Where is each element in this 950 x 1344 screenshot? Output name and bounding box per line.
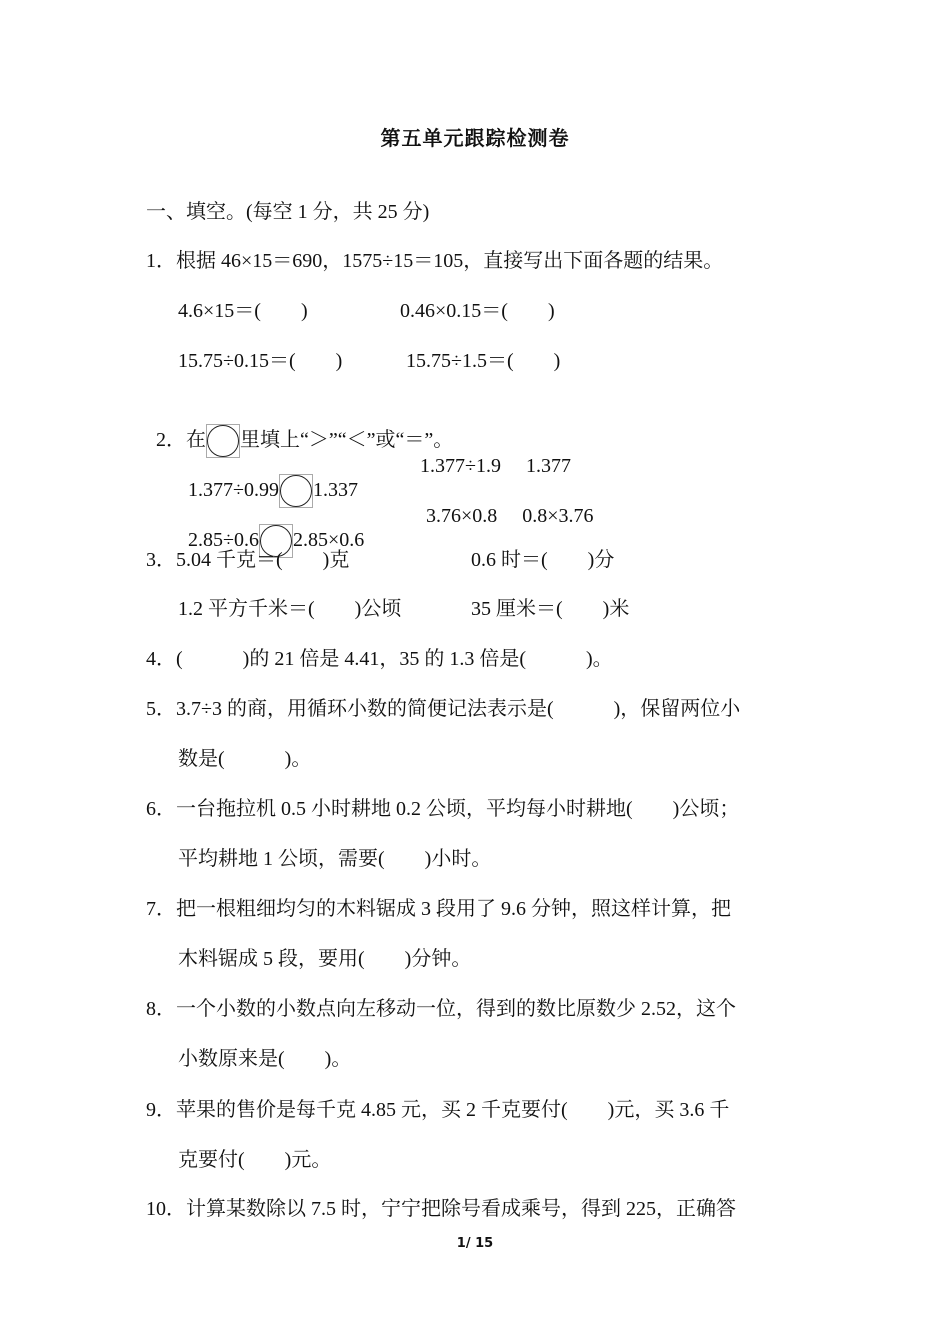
page-number: 1/ 15 <box>456 1236 494 1251</box>
question-9-line-1: 9．苹果的售价是每千克 4.85 元，买 2 千克要付( )元，买 3.6 千 <box>146 1099 730 1121</box>
section-heading: 一、填空。(每空 1 分，共 25 分) <box>146 201 430 223</box>
question-7-line-1: 7．把一根粗细均匀的木料锯成 3 段用了 9.6 分钟，照这样计算，把 <box>146 898 731 920</box>
question-3-item-b: 0.6 时＝( )分 <box>471 549 615 571</box>
question-6-line-2: 平均耕地 1 公顷，需要( )小时。 <box>178 848 492 870</box>
question-2-a-left: 1.377÷0.99 <box>188 479 279 501</box>
question-2-c-left: 2.85÷0.6 <box>188 529 259 551</box>
question-1-item-d: 15.75÷1.5＝( ) <box>406 350 561 372</box>
question-6-line-1: 6．一台拖拉机 0.5 小时耕地 0.2 公顷，平均每小时耕地( )公顷； <box>146 798 740 820</box>
question-2-item-b: 1.377÷1.9 1.377 <box>420 455 571 477</box>
question-8-line-2: 小数原来是( )。 <box>178 1048 352 1070</box>
question-1-item-b: 0.46×0.15＝( ) <box>400 300 555 322</box>
question-3-item-a: 3．5.04 千克＝( )克 <box>146 549 350 571</box>
question-2-prefix: 2．在 <box>156 429 206 451</box>
question-2-stem <box>146 404 453 452</box>
page-title: 第五单元跟踪检测卷 <box>380 126 570 150</box>
question-3-item-c: 1.2 平方千米＝( )公顷 <box>178 598 402 620</box>
question-2-item-c <box>178 504 364 552</box>
question-1-stem: 1．根据 46×15＝690，1575÷15＝105，直接写出下面各题的结果。 <box>146 250 724 272</box>
question-2-suffix: 里填上“＞”“＜”或“＝”。 <box>240 429 454 451</box>
question-2-a-right: 1.337 <box>312 479 358 501</box>
question-3-item-d: 35 厘米＝( )米 <box>471 598 630 620</box>
question-5-line-1: 5．3.7÷3 的商，用循环小数的简便记法表示是( )，保留两位小 <box>146 698 741 720</box>
question-2-item-a <box>178 454 358 502</box>
question-10-line-1: 10．计算某数除以 7.5 时，宁宁把除号看成乘号，得到 225，正确答 <box>146 1198 736 1220</box>
question-8-line-1: 8．一个小数的小数点向左移动一位，得到的数比原数少 2.52，这个 <box>146 998 736 1020</box>
question-5-line-2: 数是( )。 <box>178 748 312 770</box>
question-7-line-2: 木料锯成 5 段，要用( )分钟。 <box>178 948 472 970</box>
question-9-line-2: 克要付( )元。 <box>178 1149 332 1171</box>
question-4: 4．( )的 21 倍是 4.41，35 的 1.3 倍是( )。 <box>146 648 613 670</box>
question-2-item-d: 3.76×0.8 0.8×3.76 <box>426 505 594 527</box>
question-1-item-a: 4.6×15＝( ) <box>178 300 308 322</box>
question-2-c-right: 2.85×0.6 <box>292 529 365 551</box>
question-1-item-c: 15.75÷0.15＝( ) <box>178 350 343 372</box>
